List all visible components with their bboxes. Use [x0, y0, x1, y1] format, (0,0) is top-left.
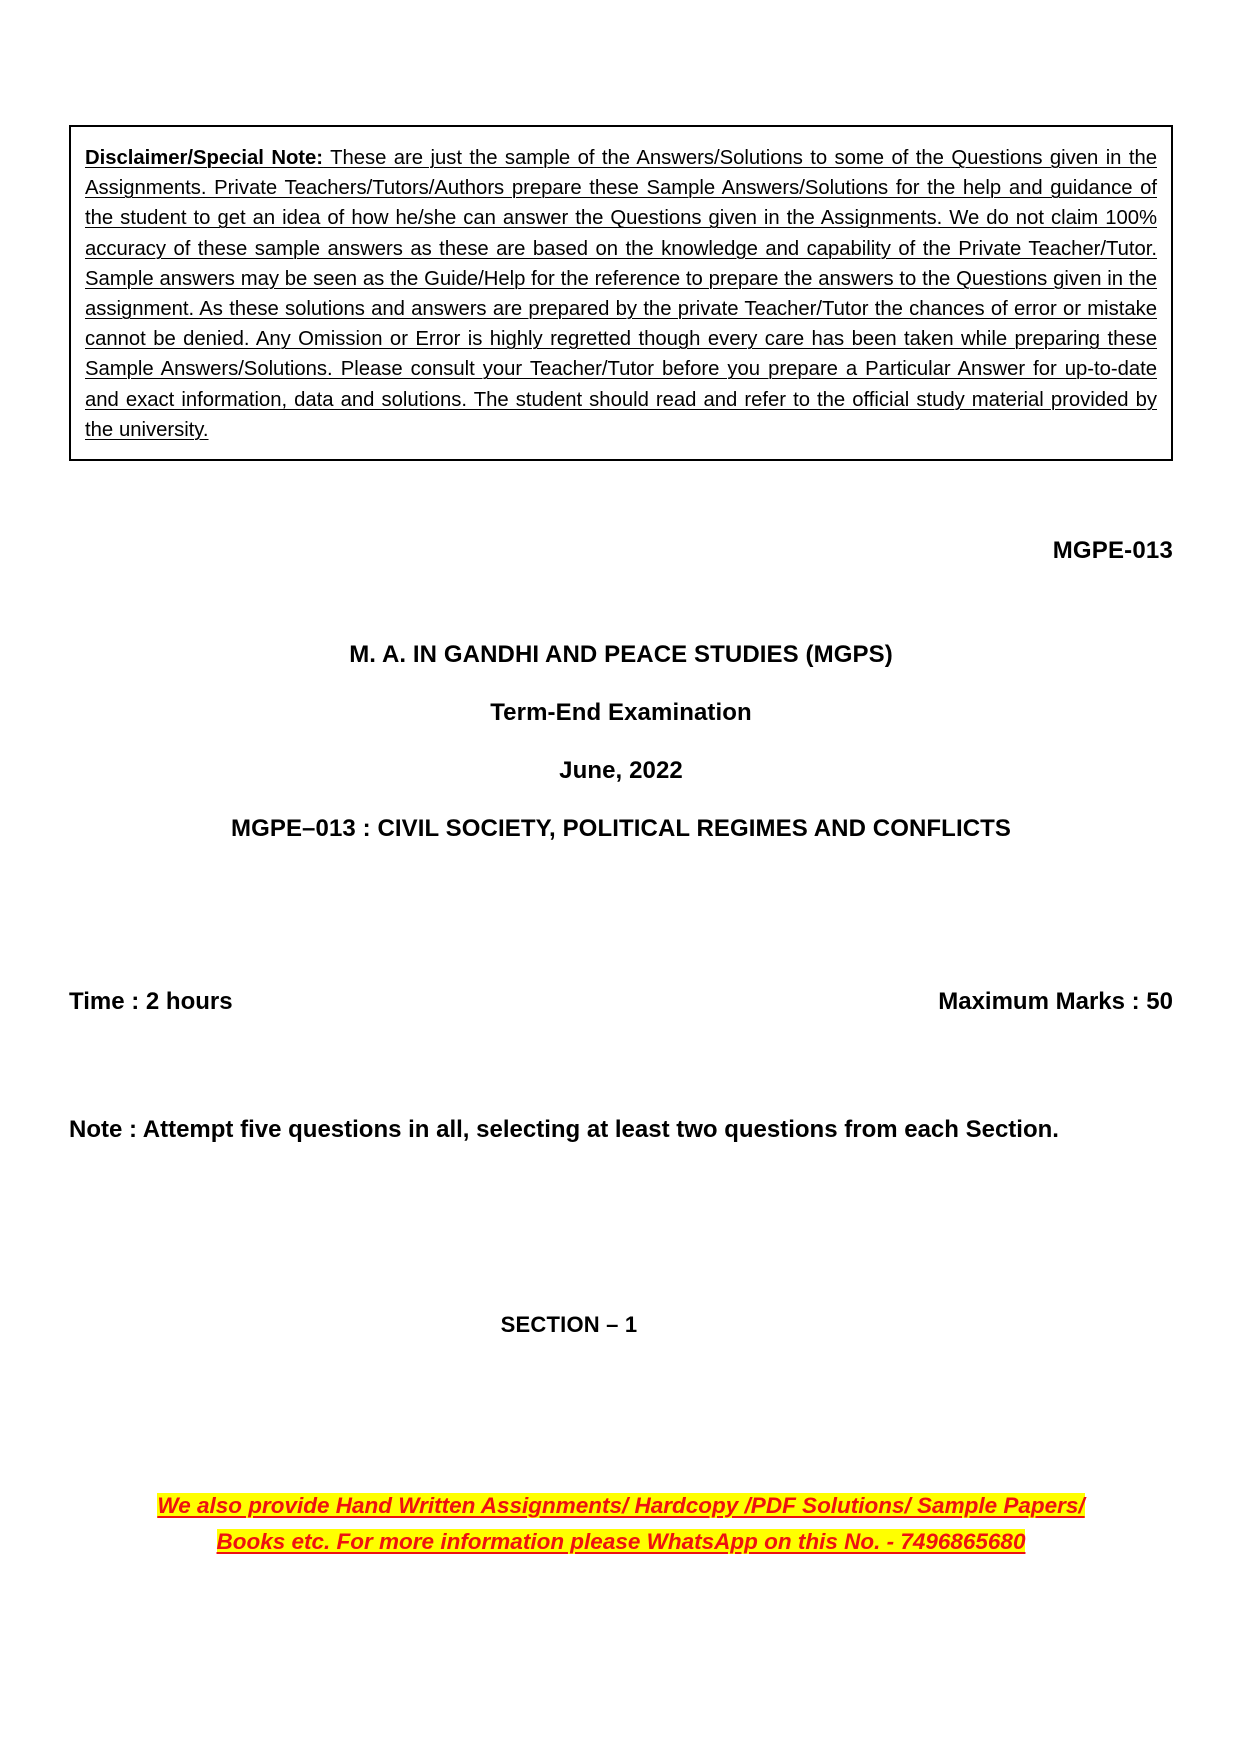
promo-row-1: [69, 1488, 1173, 1524]
promo-line-2: Books etc. For more information please WhatsApp on this No. - 7496865680: [216, 1529, 1026, 1554]
exam-meta-row: [69, 988, 1173, 1016]
paper-title: MGPE–013 : CIVIL SOCIETY, POLITICAL REGIMES AND CONFLICTS: [230, 815, 1012, 842]
disclaimer-box: [69, 125, 1173, 461]
disclaimer-body: These are just the sample of the Answers/Solutions to some of the Questions given in the Assignments. Private Teachers/Tutors/Authors prepare these Sample Answers/Solutions for the help and guidance of the student to get an idea of how he/she can answer the Questions given in the Assignments. We do not claim 100% accuracy of these sample answers as these are based on the knowledge and capability of the Private Teacher/Tutor. Sample answers may be seen as the Guide/Help for the reference to prepare the answers to the Questions given in the assignment. As these solutions and answers are prepared by the private Teacher/Tutor the chances of error or mistake cannot be denied. Any Omission or Error is highly regretted though every care has been taken while preparing these Sample Answers/Solutions. Please consult your Teacher/Tutor before you prepare a Particular Answer for up-to-date and exact information, data and solutions. The student should read and refer to the official study material provided by the university.: [85, 147, 1157, 441]
exam-session: June, 2022: [559, 757, 683, 784]
disclaimer-paragraph: [85, 143, 1157, 445]
program-title: M. A. IN GANDHI AND PEACE STUDIES (MGPS): [349, 641, 893, 668]
exam-maximum-marks: Maximum Marks : 50: [938, 988, 1173, 1015]
disclaimer-label: Disclaimer/Special Note:: [85, 147, 324, 169]
section-heading: SECTION – 1: [500, 1312, 638, 1337]
promo-row-2: [69, 1524, 1173, 1560]
exam-note: Note : Attempt five questions in all, selecting at least two questions from each Section.: [69, 1116, 1059, 1143]
exam-heading-block: [69, 641, 1173, 843]
exam-duration: Time : 2 hours: [69, 988, 233, 1015]
promo-line-1: We also provide Hand Written Assignments/ Hardcopy /PDF Solutions/ Sample Papers/: [157, 1493, 1085, 1518]
promo-footer: [69, 1488, 1173, 1560]
course-code: MGPE-013: [1052, 537, 1173, 564]
exam-type: Term-End Examination: [490, 699, 752, 726]
